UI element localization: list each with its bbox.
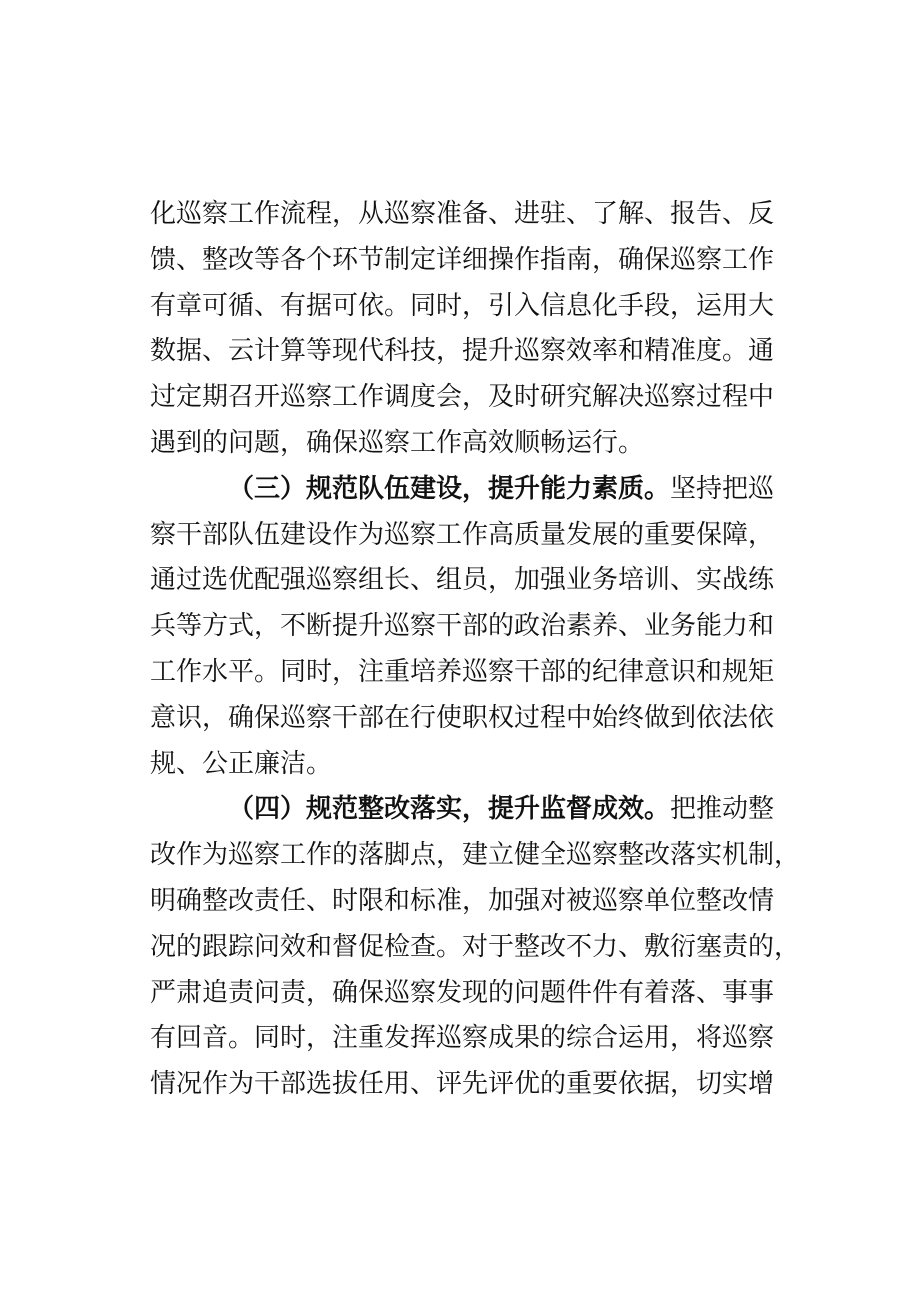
- paragraph-2-line-3: 通过选优配强巡察组长、组员，加强业务培训、实战练: [150, 565, 775, 596]
- paragraph-2-line-2: 察干部队伍建设作为巡察工作高质量发展的重要保障，: [150, 519, 775, 550]
- document-body: [150, 192, 801, 1108]
- paragraph-2-line-1-text: 坚持把巡: [670, 473, 775, 504]
- paragraph-1-line-4: 数据、云计算等现代科技，提升巡察效率和精准度。通: [150, 336, 775, 367]
- paragraph-2-line-7: 规、公正廉洁。: [150, 748, 333, 779]
- paragraph-3-line-7: 情况作为干部选拔任用、评先评优的重要依据，切实增: [150, 1069, 775, 1100]
- paragraph-3-line-1: [150, 787, 775, 833]
- paragraph-1-line-3: 有章可循、有据可依。同时，引入信息化手段，运用大: [150, 290, 775, 321]
- paragraph-1-line-6: 遇到的问题，确保巡察工作高效顺畅运行。: [150, 427, 645, 458]
- section-heading-4: （四）规范整改落实，提升监督成效。: [228, 794, 671, 825]
- paragraph-1-line-1: 化巡察工作流程，从巡察准备、进驻、了解、报告、反: [150, 199, 775, 229]
- paragraph-2-line-6: 意识，确保巡察干部在行使职权过程中始终做到依法依: [150, 702, 775, 733]
- paragraph-3-line-1-text: 把推动整: [670, 794, 775, 825]
- paragraph-3-line-5: 严肃追责问责，确保巡察发现的问题件件有着落、事事: [150, 977, 775, 1008]
- paragraph-2-line-4: 兵等方式，不断提升巡察干部的政治素养、业务能力和: [150, 611, 775, 642]
- paragraph-3-line-4: 况的跟踪问效和督促检查。对于整改不力、敷衍塞责的，: [150, 931, 801, 962]
- paragraph-3-line-2: 改作为巡察工作的落脚点，建立健全巡察整改落实机制，: [150, 840, 801, 871]
- paragraph-2-line-5: 工作水平。同时，注重培养巡察干部的纪律意识和规矩: [150, 656, 775, 687]
- paragraph-3-line-3: 明确整改责任、时限和标准，加强对被巡察单位整改情: [150, 885, 775, 916]
- paragraph-1-line-2: 馈、整改等各个环节制定详细操作指南，确保巡察工作: [150, 244, 775, 275]
- paragraph-1-line-5: 过定期召开巡察工作调度会，及时研究解决巡察过程中: [150, 382, 775, 413]
- paragraph-3-line-6: 有回音。同时，注重发挥巡察成果的综合运用，将巡察: [150, 1023, 775, 1054]
- section-heading-3: （三）规范队伍建设，提升能力素质。: [228, 473, 671, 504]
- paragraph-2-line-1: [150, 467, 775, 513]
